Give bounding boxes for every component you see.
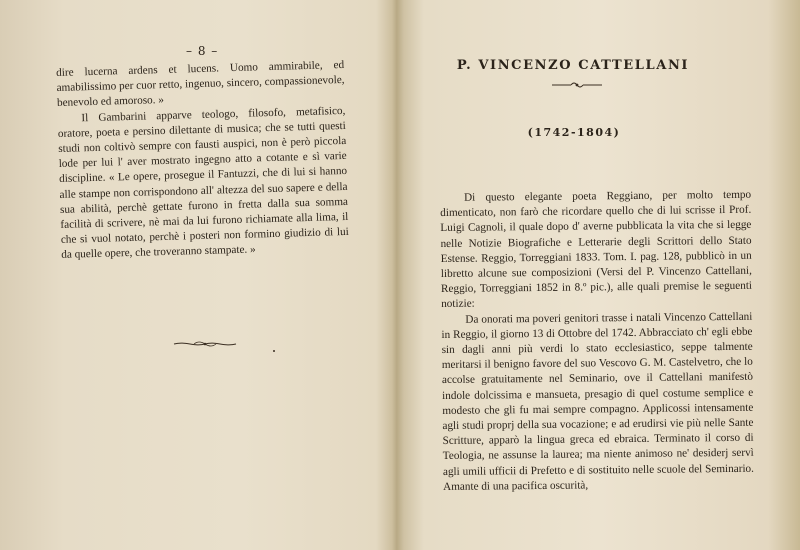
right-paragraph-2: Da onorati ma poveri genitori trasse i natali Vincenzo Cattellani in Reggio, il giorno 13 di Ottobre del 1742. Abbracciato ch' egli ebbe sin dagli anni più verdi lo stato ecclesiastico, seppe talmente meritarsi il benigno favore del suo Vescovo G. M. Castelvetro, che lo accolse gratuitamente nel Seminario, ove il Cattellani manifestò indole dolcissima e mansueta, presagio di quel costume semplice e modesto che gli fu mai sempre compagno. Applicossi intensamente agli studi proprj della sua vocazione; e ad erudirsi vie più nelle Sante Scritture, apparò la lingua greca ed ebraica. Terminato il corso di Teologia, ne assunse la laurea; ma niente animoso ne' desiderj servì agli umili ufficii di Prefetto e di sostituito nelle scuole del Seminario. Amante di una pacifica oscurità, bbox=[441, 310, 754, 493]
right-page bbox=[393, 0, 800, 550]
left-page-text bbox=[56, 58, 349, 264]
left-paragraph-2: Il Gambarini apparve teologo, filosofo, metafisico, oratore, poeta e persino dilettante di musica; che se tutti questi studi non coltivò sempre con fausti auspici, non è però piccola lode per lui l' aver mostrato ingegno atto a cotante e sì varie discipline. « Le opere, prosegue il Fantuzzi, che di lui si hanno alle stampe non corrispondono all' altezza del suo sapere e della sua abilità, perchè gettate furono in fretta dalla sua somma facilità di scrivere, nè mai da lui furono richiamate alla lima, il che si vuol notato, perchè i posteri non formino giudizio di lui da quelle opere, che troveranno stampate. » bbox=[57, 104, 349, 262]
chapter-title: P. VINCENZO CATTELLANI bbox=[456, 58, 690, 73]
right-paragraph-1: Di questo elegante poeta Reggiano, per molto tempo dimenticato, non farò che ricordare quello che di lui scrisse il Prof. Luigi Cagnoli, il quale dopo d' averne pubblicata la vita che si legge nelle Notizie Biografiche e Letterarie degli Scrittori dello Stato Estense. Reggio, Torreggiani 1833. Tom. I. pag. 128, pubblicò in un libretto alcune sue composizioni (Versi del P. Vincenzo Cattellani, Reggio, Torreggiani 1852 in 8.º pic.), alle quali premise le seguenti notizie: bbox=[440, 188, 753, 311]
ornament-divider-icon bbox=[551, 80, 603, 90]
right-page-text bbox=[440, 188, 754, 495]
left-page bbox=[0, 0, 388, 550]
ornament-divider-icon bbox=[172, 339, 238, 349]
left-paragraph-1: dire lucerna ardens et lucens. Uomo ammirabile, ed amabilissimo per cuor retto, ingenuo, sincero, compassionevole, benevolo ed amoroso. » bbox=[56, 58, 345, 110]
page-number: – 8 – bbox=[186, 44, 219, 58]
life-dates: (1742-1804) bbox=[527, 126, 621, 139]
ink-speck bbox=[273, 350, 275, 352]
